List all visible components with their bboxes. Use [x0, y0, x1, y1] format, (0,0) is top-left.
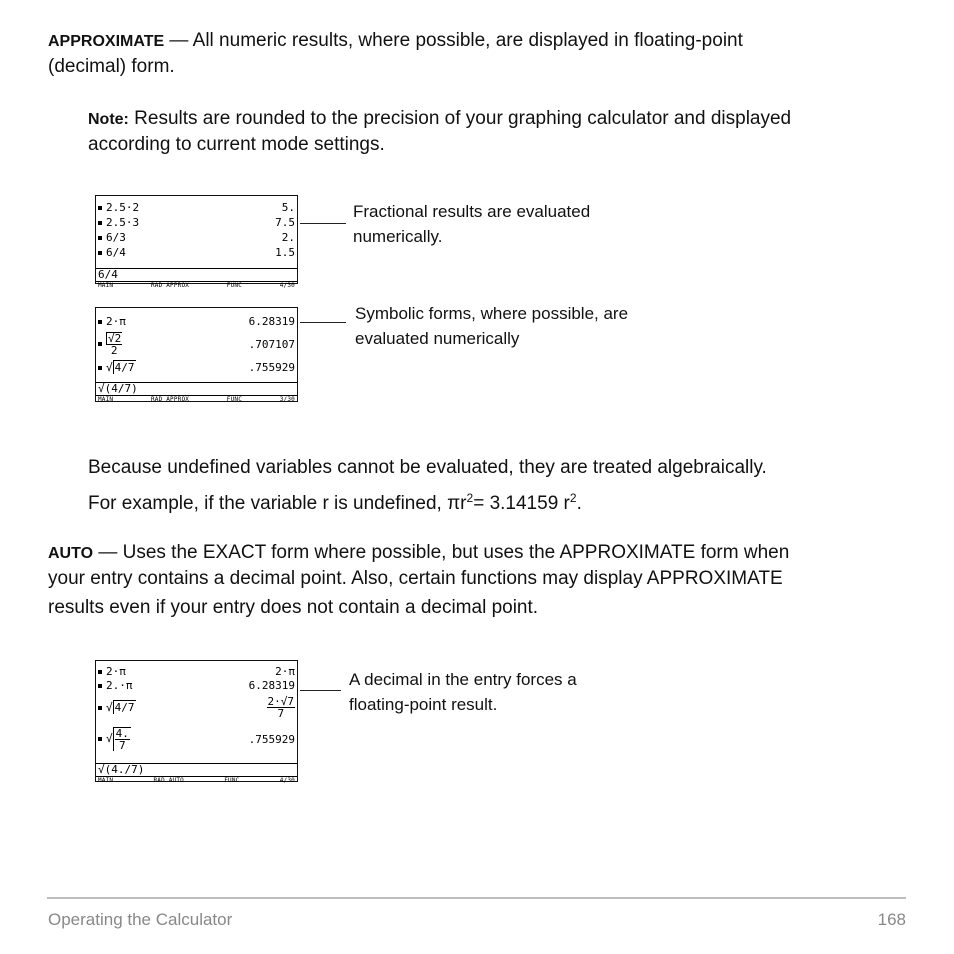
callout-leader-3 [300, 690, 341, 691]
page-number: 168 [877, 910, 906, 929]
history-row: 2·π 6.28319 [96, 312, 297, 330]
auto-paragraph-line3: results even if your entry does not contain a decimal point. [48, 597, 539, 618]
note-paragraph-line2: according to current mode settings. [88, 134, 385, 155]
status-bar: MAIN RAD APPROX FUNC 3/30 [96, 395, 297, 404]
approximate-paragraph-line2: (decimal) form. [48, 56, 175, 77]
history-row: √ $\frac{4.}{7}$ .755929 [96, 722, 297, 756]
history-row: 2·π 2·π [96, 665, 297, 678]
auto-paragraph-line2: your entry contains a decimal point. Also, certain functions may display APPROXIMATE [48, 568, 783, 589]
entry-line: √(4/7) [96, 382, 297, 395]
history-row: 2.5·3 7.5 [96, 215, 297, 230]
history-row: √ 4/7 $\frac{2\cdot√7}{7}$ [96, 692, 297, 722]
undefined-paragraph-line1: Because undefined variables cannot be evaluated, they are treated algebraically. [88, 457, 767, 478]
entry-line: √(4./7) [96, 763, 297, 776]
undefined-paragraph-line2: For example, if the variable r is undefined, $\pi r^2= 3.14159$ $r^2$. [88, 491, 582, 514]
history-row: 2.·π 6.28319 [96, 678, 297, 692]
history-row: √ 4/7 .755929 [96, 358, 297, 376]
callout-1: Fractional results are evaluated numerically. [353, 202, 591, 246]
approximate-term: APPROXIMATE [48, 33, 165, 50]
status-bar: MAIN RAD AUTO FUNC 4/30 [98, 777, 295, 784]
history-row: 6/4 1.5 [96, 245, 297, 260]
history-row: $\frac{√2}{2}$ .707107 [96, 330, 297, 358]
footer-title: Operating the Calculator [48, 910, 233, 929]
status-bar: MAIN RAD APPROX FUNC 4/30 [96, 281, 297, 290]
calculator-screen-2 [95, 307, 298, 402]
auto-term: AUTO [48, 545, 94, 562]
calculator-screen-3 [95, 660, 298, 782]
entry-line: 6/4 [96, 268, 297, 281]
auto-paragraph [48, 540, 789, 567]
note-text-line1: Results are rounded to the precision of your graphing calculator and displayed [128, 108, 792, 129]
callout-leader-1 [300, 223, 346, 224]
note-paragraph [88, 106, 791, 133]
note-label: Note: [88, 111, 129, 128]
footer-divider [47, 897, 906, 899]
approximate-text-line1: — All numeric results, where possible, are displayed in floating-point [164, 30, 743, 51]
calculator-screen-1 [95, 195, 298, 289]
callout-2: Symbolic forms, where possible, are evaluated numerically [355, 304, 629, 348]
history-row: 6/3 2. [96, 230, 297, 245]
auto-text-line1: — Uses the EXACT form where possible, but uses the APPROXIMATE form when [93, 542, 790, 563]
callout-leader-2 [300, 322, 346, 323]
callout-3: A decimal in the entry forces a floating-point result. [349, 670, 577, 714]
approximate-paragraph [48, 28, 743, 55]
history-row: 2.5·2 5. [96, 200, 297, 215]
